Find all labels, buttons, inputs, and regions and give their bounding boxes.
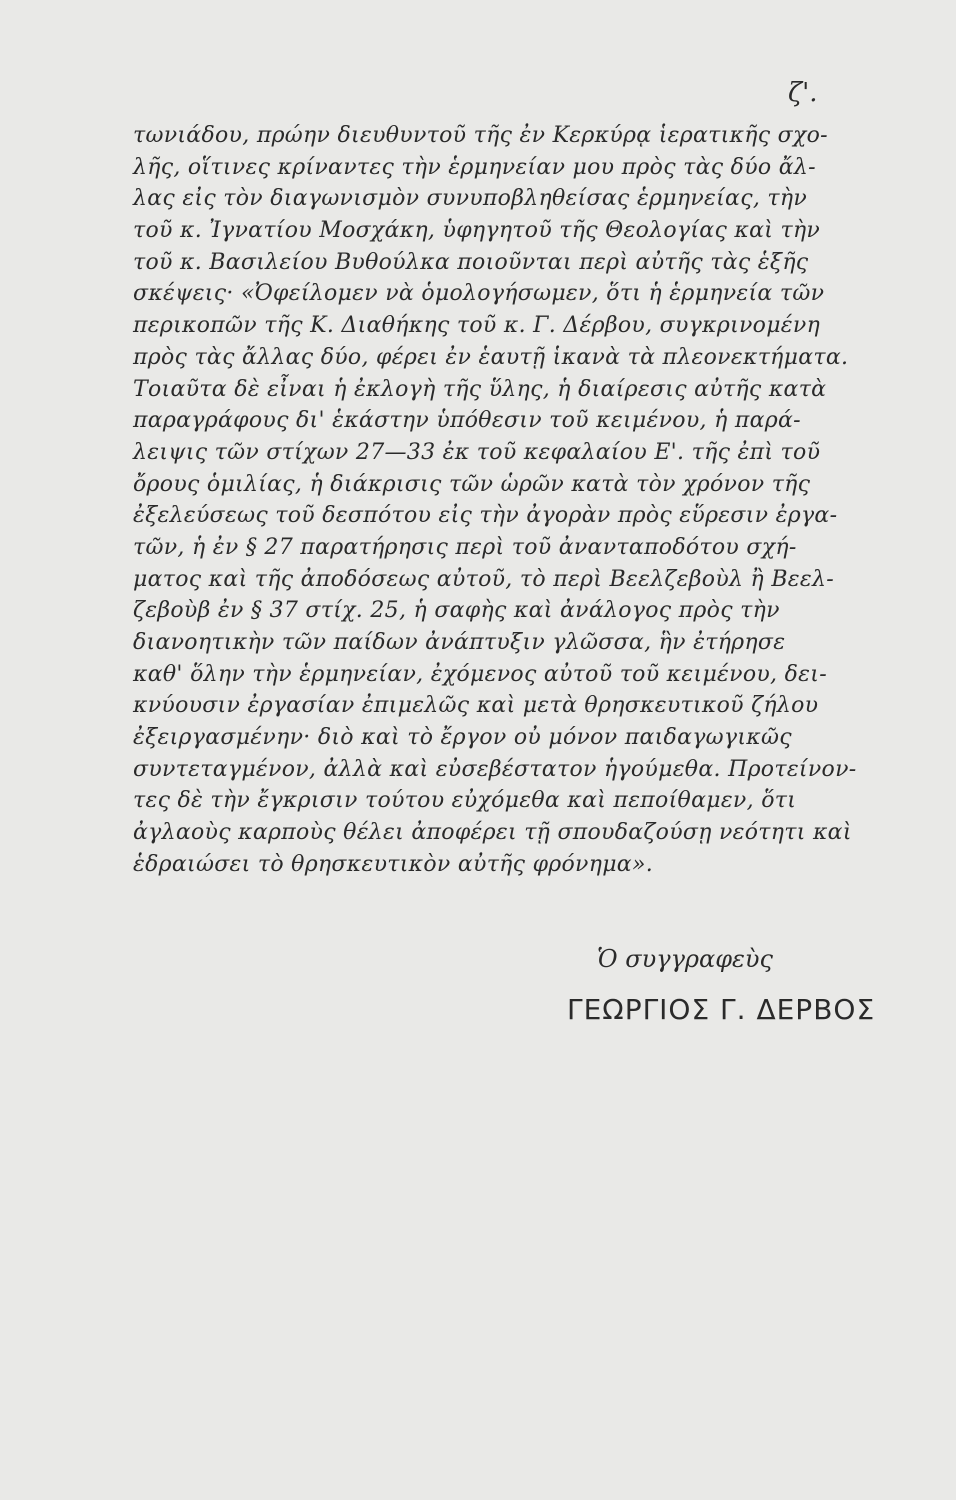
text-line: λας εἰς τὸν διαγωνισμὸν συνυποβληθείσας ἑρμηνείας, τὴν <box>133 186 808 212</box>
text-line: τωνιάδου, πρώην διευθυντοῦ τῆς ἐν Κερκύρᾳ ἱερατικῆς σχο- <box>133 123 828 148</box>
text-line: ὄρους ὁμιλίας, ἡ διάκρισις τῶν ὡρῶν κατὰ τὸν χρόνον τῆς <box>133 471 811 497</box>
text-line: ματος καὶ τῆς ἀποδόσεως αὐτοῦ, τὸ περὶ Βεελζεβοὺλ ἢ Βεελ- <box>133 566 834 592</box>
text-line: τοῦ κ. Ἰγνατίου Μοσχάκη, ὑφηγητοῦ τῆς Θεολογίας καὶ τὴν <box>133 218 821 244</box>
signature-label: Ὁ συγγραφεὺς <box>597 945 773 973</box>
text-line: καθ' ὅλην τὴν ἑρμηνείαν, ἐχόμενος αὐτοῦ τοῦ κειμένου, δει- <box>133 661 827 687</box>
text-line: τῶν, ἡ ἐν § 27 παρατήρησις περὶ τοῦ ἀνανταποδότου σχή- <box>133 534 797 560</box>
text-line: σκέψεις· «Ὀφείλομεν νὰ ὁμολογήσωμεν, ὅτι ἡ ἑρμηνεία τῶν <box>133 281 825 307</box>
text-line: συντεταγμένον, ἀλλὰ καὶ εὐσεβέστατον ἡγούμεθα. Προτείνον- <box>133 756 857 782</box>
text-line: λῆς, οἵτινες κρίναντες τὴν ἑρμηνείαν μου πρὸς τὰς δύο ἄλ- <box>133 154 816 180</box>
text-line: ζεβοὺβ ἐν § 37 στίχ. 25, ἡ σαφὴς καὶ ἀνάλογος πρὸς τὴν <box>133 598 780 624</box>
text-line: ἐξελεύσεως τοῦ δεσπότου εἰς τὴν ἀγορὰν πρὸς εὕρεσιν ἐργα- <box>133 503 838 529</box>
text-line: διανοητικὴν τῶν παίδων ἀνάπτυξιν γλῶσσα, ἣν ἐτήρησε <box>133 630 786 655</box>
body-text <box>133 120 857 881</box>
text-line: τοῦ κ. Βασιλείου Βυθούλκα ποιοῦνται περὶ αὐτῆς τὰς ἑξῆς <box>133 249 809 275</box>
text-line: περικοπῶν τῆς Κ. Διαθήκης τοῦ κ. Γ. Δέρβου, συγκρινομένη <box>133 313 821 339</box>
page-number: ζ'. <box>788 78 818 108</box>
text-line: κνύουσιν ἐργασίαν ἐπιμελῶς καὶ μετὰ θρησκευτικοῦ ζήλου <box>133 693 819 719</box>
text-line: ἐξειργασμένην· διὸ καὶ τὸ ἔργον οὐ μόνον παιδαγωγικῶς <box>133 725 792 751</box>
text-line: ἀγλαοὺς καρποὺς θέλει ἀποφέρει τῇ σπουδαζούσῃ νεότητι καὶ <box>133 820 852 846</box>
text-line: τες δὲ τὴν ἔγκρισιν τούτου εὐχόμεθα καὶ πεποίθαμεν, ὅτι <box>133 788 797 814</box>
text-line: λειψις τῶν στίχων 27—33 ἐκ τοῦ κεφαλαίου Ε'. τῆς ἐπὶ τοῦ <box>133 439 821 465</box>
text-line: πρὸς τὰς ἄλλας δύο, φέρει ἐν ἑαυτῇ ἱκανὰ τὰ πλεονεκτήματα. <box>133 344 849 370</box>
text-line: παραγράφους δι' ἑκάστην ὑπόθεσιν τοῦ κειμένου, ἡ παρά- <box>133 408 801 434</box>
author-name: ΓΕΩΡΓΙΟΣ Γ. ΔΕΡΒΟΣ <box>567 993 876 1026</box>
text-line: ἑδραιώσει τὸ θρησκευτικὸν αὐτῆς φρόνημα». <box>133 851 654 877</box>
text-line: Τοιαῦτα δὲ εἶναι ἡ ἐκλογὴ τῆς ὕλης, ἡ διαίρεσις αὐτῆς κατὰ <box>133 376 827 402</box>
